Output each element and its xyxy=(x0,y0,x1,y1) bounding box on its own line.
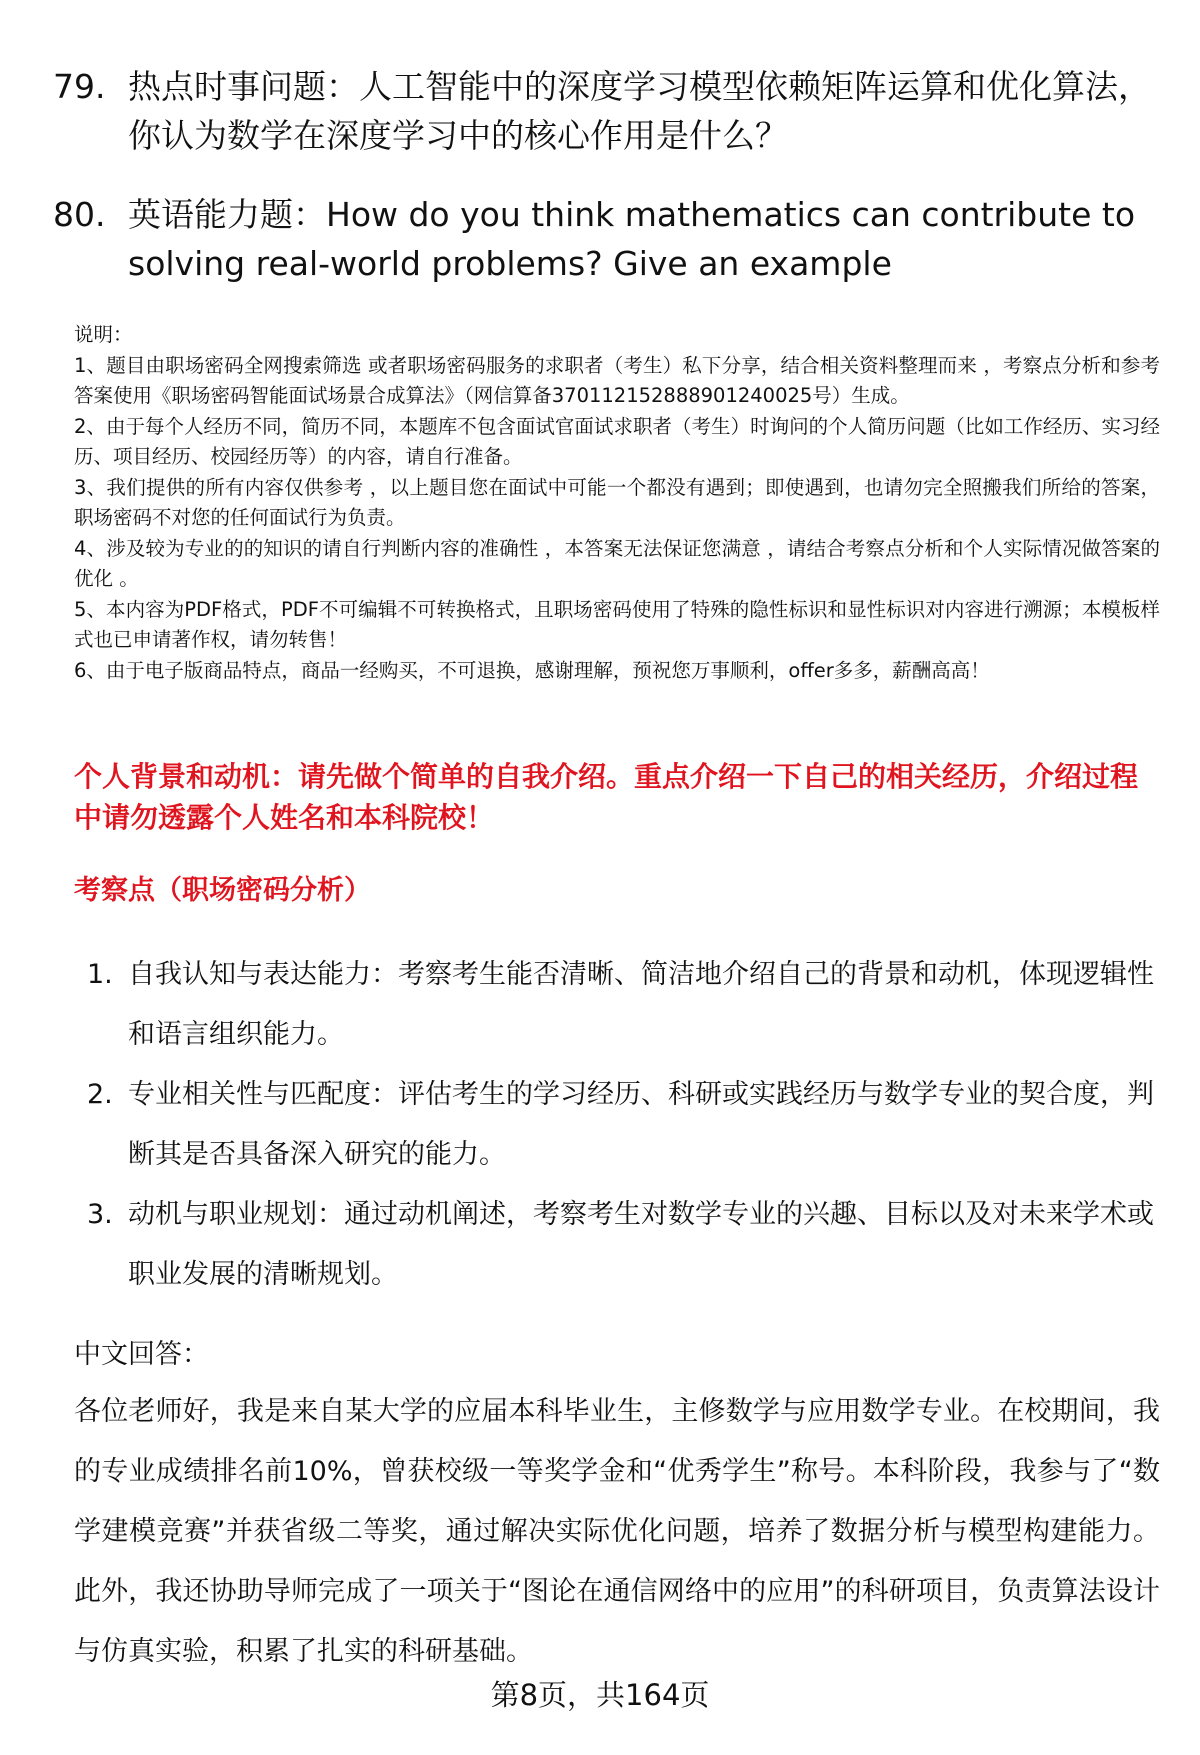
background-question-heading: 个人背景和动机：请先做个简单的自我介绍。重点介绍一下自己的相关经历，介绍过程中请勿透露个人姓名和本科院校！ xyxy=(74,760,1139,834)
list-item xyxy=(87,1065,1162,1185)
answer-label: 中文回答： xyxy=(74,1339,209,1370)
list-item xyxy=(87,1185,1162,1305)
assessment-points-list xyxy=(87,945,1162,1305)
list-text: 自我认知与表达能力：考察考生能否清晰、简洁地介绍自己的背景和动机，体现逻辑性和语言组织能力。 xyxy=(128,959,1154,1050)
list-number: 3. xyxy=(87,1199,113,1230)
question-79 xyxy=(53,62,1153,160)
note-item: 3、我们提供的所有内容仅供参考 ，以上题目您在面试中可能一个都没有遇到；即使遇到，也请勿完全照搬我们所给的答案，职场密码不对您的任何面试行为负责。 xyxy=(74,475,1160,529)
page-footer: 第8页，共164页 xyxy=(490,1678,710,1712)
question-number: 80. xyxy=(53,195,106,234)
list-number: 1. xyxy=(87,959,113,990)
note-item: 5、本内容为PDF格式，PDF不可编辑不可转换格式，且职场密码使用了特殊的隐性标识和显性标识对内容进行溯源；本模板样式也已申请著作权，请勿转售！ xyxy=(74,597,1160,651)
assessment-points-heading: 考察点（职场密码分析） xyxy=(74,875,371,906)
question-text: 热点时事问题：人工智能中的深度学习模型依赖矩阵运算和优化算法，你认为数学在深度学习中的核心作用是什么？ xyxy=(128,67,1151,155)
answer-text: 各位老师好，我是来自某大学的应届本科毕业生，主修数学与应用数学专业。在校期间，我的专业成绩排名前10%，曾获校级一等奖学金和“优秀学生”称号。本科阶段，我参与了“数学建模竞赛”并获省级二等奖，通过解决实际优化问题，培养了数据分析与模型构建能力。此外，我还协助导师完成了一项关于“图论在通信网络中的应用”的科研项目，负责算法设计与仿真实验，积累了扎实的科研基础。 xyxy=(74,1396,1160,1667)
note-item: 1、题目由职场密码全网搜索筛选 或者职场密码服务的求职者（考生）私下分享，结合相关资料整理而来 ，考察点分析和参考答案使用《职场密码智能面试场景合成算法》（网信算备370112152888901240025号）生成。 xyxy=(74,353,1160,407)
disclaimer-notes xyxy=(74,320,1160,686)
notes-title: 说明： xyxy=(74,323,133,346)
question-number: 79. xyxy=(53,67,106,106)
question-80 xyxy=(53,190,1153,288)
list-item xyxy=(87,945,1162,1065)
list-text: 动机与职业规划：通过动机阐述，考察考生对数学专业的兴趣、目标以及对未来学术或职业发展的清晰规划。 xyxy=(128,1199,1154,1290)
list-number: 2. xyxy=(87,1079,113,1110)
list-text: 专业相关性与匹配度：评估考生的学习经历、科研或实践经历与数学专业的契合度，判断其是否具备深入研究的能力。 xyxy=(128,1079,1154,1170)
question-text: 英语能力题：How do you think mathematics can contribute to solving real-world problems? Give an example xyxy=(128,195,1136,283)
note-item: 2、由于每个人经历不同，简历不同，本题库不包含面试官面试求职者（考生）时询问的个人简历问题（比如工作经历、实习经历、项目经历、校园经历等）的内容，请自行准备。 xyxy=(74,414,1160,468)
note-item: 6、由于电子版商品特点，商品一经购买，不可退换，感谢理解，预祝您万事顺利，offer多多，薪酬高高！ xyxy=(74,658,990,682)
note-item: 4、涉及较为专业的的知识的请自行判断内容的准确性 ，本答案无法保证您满意 ，请结合考察点分析和个人实际情况做答案的优化 。 xyxy=(74,536,1160,590)
